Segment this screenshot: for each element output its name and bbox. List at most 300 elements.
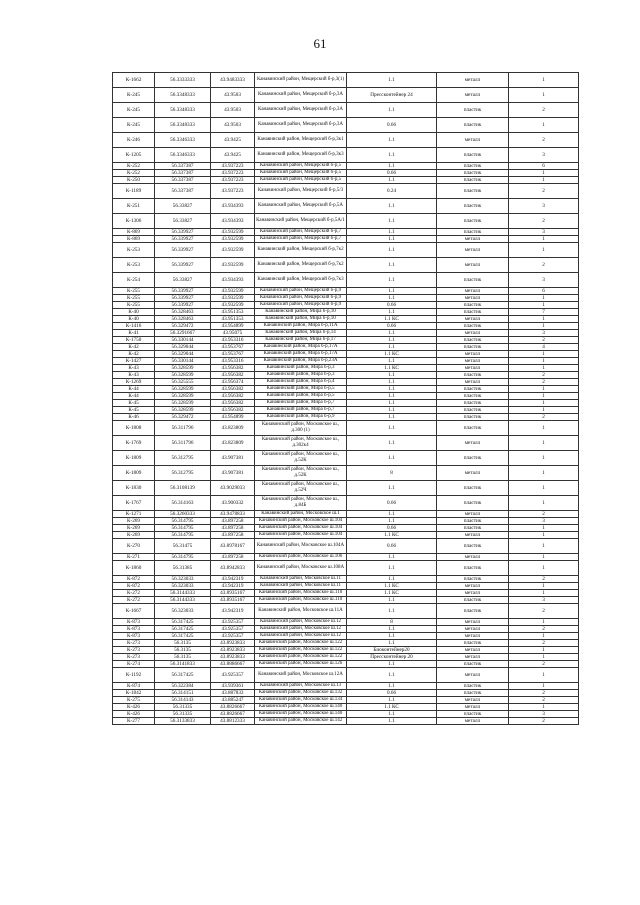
table-row	[113, 170, 579, 177]
quantity-cell: 2	[509, 661, 579, 668]
longitude-cell: 43.8826667	[211, 704, 255, 711]
table-row	[113, 597, 579, 604]
table-row	[113, 561, 579, 576]
address-cell: Канавинский район, Московское ш.108А	[255, 561, 347, 576]
table-row	[113, 583, 579, 590]
quantity-cell: 2	[509, 604, 579, 619]
site-id-cell: К-273	[113, 640, 155, 647]
site-id-cell: К-1808	[113, 421, 155, 436]
longitude-cell: 43.925357	[211, 668, 255, 683]
latitude-cell: 56.312795	[155, 466, 211, 481]
material-cell: металл	[437, 316, 509, 323]
site-id-cell: К-1667	[113, 604, 155, 619]
longitude-cell: 43.956382	[211, 365, 255, 372]
quantity-cell: 2	[509, 626, 579, 633]
volume-cell: 1.1	[347, 414, 437, 421]
table-row	[113, 554, 579, 561]
site-id-cell: К-40	[113, 316, 155, 323]
longitude-cell: 43.954899	[211, 323, 255, 330]
volume-cell: 1.1	[347, 576, 437, 583]
latitude-cell: 56.339927	[155, 295, 211, 302]
quantity-cell: 7	[509, 309, 579, 316]
address-cell: Канавинский район, Мещерский б-р,5А	[255, 199, 347, 214]
volume-cell: 1.1	[347, 199, 437, 214]
quantity-cell: 1	[509, 302, 579, 309]
site-id-cell: К-44	[113, 386, 155, 393]
material-cell: металл	[437, 358, 509, 365]
table-row	[113, 647, 579, 654]
latitude-cell: 56.330144	[155, 337, 211, 344]
volume-cell: 0.66	[347, 323, 437, 330]
site-id-cell: К-250	[113, 177, 155, 184]
site-id-cell: К-873	[113, 626, 155, 633]
volume-cell: 1.1	[347, 258, 437, 273]
material-cell: металл	[437, 258, 509, 273]
quantity-cell: 2	[509, 133, 579, 148]
material-cell: пластик	[437, 118, 509, 133]
table-row	[113, 177, 579, 184]
table-row	[113, 295, 579, 302]
latitude-cell: 56.337387	[155, 170, 211, 177]
longitude-cell: 43.956382	[211, 400, 255, 407]
longitude-cell: 43.932599	[211, 236, 255, 243]
site-id-cell: К-1750	[113, 337, 155, 344]
quantity-cell: 2	[509, 511, 579, 518]
volume-cell: 1.1	[347, 718, 437, 725]
longitude-cell: 43.9503	[211, 118, 255, 133]
latitude-cell: 56.311796	[155, 421, 211, 436]
latitude-cell: 56.328599	[155, 393, 211, 400]
material-cell: металл	[437, 236, 509, 243]
latitude-cell: 56.314795	[155, 532, 211, 539]
volume-cell: 1.1	[347, 295, 437, 302]
volume-cell: 1.1	[347, 148, 437, 163]
quantity-cell: 1	[509, 88, 579, 103]
latitude-cell: 56.312795	[155, 451, 211, 466]
longitude-cell: 43.9503	[211, 88, 255, 103]
quantity-cell: 2	[509, 697, 579, 704]
quantity-cell: 4	[509, 344, 579, 351]
longitude-cell: 43.8826667	[211, 711, 255, 718]
material-cell: пластик	[437, 481, 509, 496]
table-row	[113, 704, 579, 711]
site-id-cell: К-869	[113, 236, 155, 243]
address-cell: Канавинский район, Мещерский б-р,7	[255, 229, 347, 236]
address-cell: Канавинский район, Московское ш.140	[255, 704, 347, 711]
volume-cell: 1.1	[347, 436, 437, 451]
material-cell: металл	[437, 133, 509, 148]
table-row	[113, 365, 579, 372]
site-id-cell: К-277	[113, 718, 155, 725]
volume-cell: Прессконтейнер 24	[347, 88, 437, 103]
longitude-cell: 43.953767	[211, 351, 255, 358]
longitude-cell: 43.8935167	[211, 597, 255, 604]
material-cell: пластик	[437, 661, 509, 668]
volume-cell: Прессконтейнер 20	[347, 654, 437, 661]
table-row	[113, 690, 579, 697]
quantity-cell: 3	[509, 597, 579, 604]
latitude-cell: 56.339927	[155, 288, 211, 295]
latitude-cell: 56.323033	[155, 604, 211, 619]
address-cell: Канавинский район, Московское ш.122	[255, 647, 347, 654]
volume-cell: 1.1	[347, 229, 437, 236]
material-cell: металл	[437, 511, 509, 518]
material-cell: пластик	[437, 103, 509, 118]
volume-cell: 1.1	[347, 372, 437, 379]
material-cell: металл	[437, 436, 509, 451]
volume-cell: 1.1 КС	[347, 351, 437, 358]
address-cell: Канавинский район, Московское ш.126	[255, 661, 347, 668]
table-row	[113, 118, 579, 133]
volume-cell: 1.1	[347, 604, 437, 619]
address-cell: Канавинский район, Московское ш.122	[255, 654, 347, 661]
address-cell: Канавинский район, Московское ш.13	[255, 683, 347, 690]
volume-cell: 1.1	[347, 683, 437, 690]
table-row	[113, 400, 579, 407]
site-id-cell: К-269	[113, 518, 155, 525]
address-cell: Канавинский район, Мещерский б-р,7к2	[255, 258, 347, 273]
site-id-cell: К-45	[113, 407, 155, 414]
latitude-cell: 56.329472	[155, 414, 211, 421]
quantity-cell: 1	[509, 554, 579, 561]
site-id-cell: К-246	[113, 133, 155, 148]
longitude-cell: 43.897258	[211, 554, 255, 561]
site-id-cell: К-43	[113, 372, 155, 379]
table-row	[113, 243, 579, 258]
site-id-cell: К-245	[113, 118, 155, 133]
latitude-cell: 56.314795	[155, 518, 211, 525]
volume-cell: 0.66	[347, 525, 437, 532]
volume-cell: 1.1	[347, 451, 437, 466]
material-cell: пластик	[437, 372, 509, 379]
address-cell: Канавинский район, Московское ш.140	[255, 711, 347, 718]
material-cell: пластик	[437, 690, 509, 697]
volume-cell: 0.66	[347, 118, 437, 133]
volume-cell: 1.1	[347, 177, 437, 184]
table-row	[113, 683, 579, 690]
longitude-cell: 43.932599	[211, 288, 255, 295]
volume-cell: 1.1 КС	[347, 590, 437, 597]
address-cell: Канавинский район, Московское ш.12А	[255, 668, 347, 683]
site-id-cell: К-874	[113, 683, 155, 690]
latitude-cell: 56.329044	[155, 351, 211, 358]
table-row	[113, 711, 579, 718]
latitude-cell: 56.3291667	[155, 330, 211, 337]
site-id-cell: К-1427	[113, 358, 155, 365]
material-cell: пластик	[437, 214, 509, 229]
quantity-cell: 1	[509, 358, 579, 365]
material-cell: пластик	[437, 163, 509, 170]
volume-cell: 1.1 КС	[347, 583, 437, 590]
volume-cell: 1.1	[347, 103, 437, 118]
quantity-cell: 1	[509, 436, 579, 451]
table-row	[113, 654, 579, 661]
material-cell: металл	[437, 330, 509, 337]
quantity-cell: 2	[509, 184, 579, 199]
quantity-cell: 2	[509, 640, 579, 647]
quantity-cell: 1	[509, 295, 579, 302]
latitude-cell: 56.339927	[155, 229, 211, 236]
volume-cell: 1.1	[347, 640, 437, 647]
material-cell: металл	[437, 647, 509, 654]
site-id-cell: К-426	[113, 704, 155, 711]
site-id-cell: К-1205	[113, 148, 155, 163]
quantity-cell: 1	[509, 466, 579, 481]
address-cell: Канавинский район, Московское ш.1	[255, 511, 347, 518]
longitude-cell: 43.932599	[211, 295, 255, 302]
site-id-cell: К-1860	[113, 561, 155, 576]
quantity-cell: 1	[509, 351, 579, 358]
table-row	[113, 199, 579, 214]
longitude-cell: 43.953316	[211, 358, 255, 365]
table-row	[113, 539, 579, 554]
quantity-cell: 2	[509, 103, 579, 118]
volume-cell: 1.1	[347, 393, 437, 400]
table-row	[113, 481, 579, 496]
latitude-cell: 56.31335	[155, 704, 211, 711]
latitude-cell: 56.328463	[155, 316, 211, 323]
address-cell: Канавинский район, Мещерский б-р,9	[255, 302, 347, 309]
volume-cell: 1.1	[347, 511, 437, 518]
latitude-cell: 56.314795	[155, 525, 211, 532]
latitude-cell: 56.314163	[155, 496, 211, 511]
address-cell: Канавинский район, Мира б-р,23А	[255, 358, 347, 365]
site-id-cell: К-46	[113, 414, 155, 421]
quantity-cell: 3	[509, 229, 579, 236]
table-row	[113, 496, 579, 511]
material-cell: пластик	[437, 421, 509, 436]
table-row	[113, 421, 579, 436]
address-cell: Канавинский район, Мещерский б-р,3А	[255, 118, 347, 133]
volume-cell: 8	[347, 619, 437, 626]
table-row	[113, 258, 579, 273]
latitude-cell: 56.3348333	[155, 118, 211, 133]
address-cell: Канавинский район, Московское ш.110	[255, 590, 347, 597]
address-cell: Канавинский район, Мира б-р,3	[255, 365, 347, 372]
address-cell: Канавинский район, Мещерский б-р,3А	[255, 88, 347, 103]
longitude-cell: 43.956382	[211, 407, 255, 414]
table-row	[113, 330, 579, 337]
table-row	[113, 393, 579, 400]
site-id-cell: К-1269	[113, 379, 155, 386]
latitude-cell: 56.3260333	[155, 511, 211, 518]
site-id-cell: К-274	[113, 661, 155, 668]
volume-cell: 1.1	[347, 214, 437, 229]
table-row	[113, 386, 579, 393]
quantity-cell: 3	[509, 518, 579, 525]
site-id-cell: К-873	[113, 619, 155, 626]
address-cell: Канавинский район, Московское ш., д.302к4	[255, 436, 347, 451]
quantity-cell: 2	[509, 214, 579, 229]
material-cell: металл	[437, 590, 509, 597]
volume-cell: 1.1	[347, 518, 437, 525]
address-cell: Канавинский район, Московское ш.11А	[255, 604, 347, 619]
site-id-cell: К-253	[113, 258, 155, 273]
quantity-cell: 2	[509, 690, 579, 697]
address-cell: Канавинский район, Московское ш.104А	[255, 539, 347, 554]
quantity-cell: 3	[509, 199, 579, 214]
table-row	[113, 148, 579, 163]
latitude-cell: 56.31385	[155, 561, 211, 576]
site-id-cell: К-44	[113, 393, 155, 400]
material-cell: металл	[437, 668, 509, 683]
latitude-cell: 56.3346333	[155, 133, 211, 148]
quantity-cell: 1	[509, 683, 579, 690]
volume-cell: 1.1	[347, 661, 437, 668]
quantity-cell: 2	[509, 372, 579, 379]
quantity-cell: 1	[509, 323, 579, 330]
material-cell: металл	[437, 288, 509, 295]
longitude-cell: 43.937223	[211, 184, 255, 199]
longitude-cell: 43.942319	[211, 604, 255, 619]
quantity-cell: 1	[509, 654, 579, 661]
address-cell: Канавинский район, Московское ш.106	[255, 554, 347, 561]
volume-cell: 0.66	[347, 690, 437, 697]
quantity-cell: 1	[509, 73, 579, 88]
latitude-cell: 56.317425	[155, 633, 211, 640]
table-row	[113, 351, 579, 358]
material-cell: пластик	[437, 711, 509, 718]
material-cell: металл	[437, 619, 509, 626]
table-row	[113, 214, 579, 229]
site-id-cell: К-245	[113, 88, 155, 103]
table-row	[113, 407, 579, 414]
longitude-cell: 43.887833	[211, 690, 255, 697]
page-number: 61	[313, 36, 327, 51]
longitude-cell: 43.8923833	[211, 647, 255, 654]
material-cell: металл	[437, 583, 509, 590]
volume-cell: 1.1	[347, 561, 437, 576]
material-cell: пластик	[437, 302, 509, 309]
site-id-cell: К-40	[113, 309, 155, 316]
volume-cell: 0.66	[347, 496, 437, 511]
latitude-cell: 56.314151	[155, 690, 211, 697]
longitude-cell: 43.937223	[211, 170, 255, 177]
quantity-cell: 1	[509, 451, 579, 466]
volume-cell: Биоконтейнер20	[347, 647, 437, 654]
volume-cell: 1.1	[347, 554, 437, 561]
material-cell: пластик	[437, 386, 509, 393]
table-row	[113, 337, 579, 344]
volume-cell: 1.1	[347, 668, 437, 683]
site-id-cell: К-275	[113, 697, 155, 704]
address-cell: Канавинский район, Мира б-р,10	[255, 309, 347, 316]
address-cell: Канавинский район, Московское ш., д.52Ч	[255, 481, 347, 496]
latitude-cell: 56.314795	[155, 554, 211, 561]
address-cell: Канавинский район, Мещерский б-р,7к2	[255, 243, 347, 258]
table-row	[113, 436, 579, 451]
latitude-cell: 56.33827	[155, 214, 211, 229]
longitude-cell: 43.907381	[211, 466, 255, 481]
table-row	[113, 358, 579, 365]
quantity-cell: 2	[509, 576, 579, 583]
site-id-cell: К-872	[113, 583, 155, 590]
table-row	[113, 184, 579, 199]
volume-cell: 1.1	[347, 243, 437, 258]
table-row	[113, 344, 579, 351]
address-cell: Канавинский район, Мира б-р,11А	[255, 323, 347, 330]
volume-cell: 1.1	[347, 407, 437, 414]
site-id-cell: К-1271	[113, 511, 155, 518]
volume-cell: 0.66	[347, 539, 437, 554]
address-cell: Канавинский район, Мещерский б-р,5/3	[255, 184, 347, 199]
table-row	[113, 451, 579, 466]
address-cell: Канавинский район, Мещерский б-р,5	[255, 177, 347, 184]
material-cell: пластик	[437, 199, 509, 214]
volume-cell: 1.1	[347, 711, 437, 718]
site-id-cell: К-273	[113, 647, 155, 654]
table-row	[113, 697, 579, 704]
address-cell: Канавинский район, Мира б-р,17А	[255, 344, 347, 351]
quantity-cell: 1	[509, 393, 579, 400]
longitude-cell: 43.8886667	[211, 661, 255, 668]
site-id-cell: К-1416	[113, 323, 155, 330]
site-id-cell: К-1809	[113, 451, 155, 466]
latitude-cell: 56.3108139	[155, 481, 211, 496]
address-cell: Канавинский район, Мира б-р,14	[255, 330, 347, 337]
quantity-cell: 3	[509, 711, 579, 718]
material-cell: пластик	[437, 148, 509, 163]
address-cell: Канавинский район, Мещерский б-р,7	[255, 236, 347, 243]
material-cell: металл	[437, 718, 509, 725]
address-cell: Канавинский район, Московское ш.132	[255, 690, 347, 697]
site-id-cell: К-269	[113, 525, 155, 532]
latitude-cell: 56.3135	[155, 640, 211, 647]
material-cell: пластик	[437, 337, 509, 344]
site-id-cell: К-254	[113, 273, 155, 288]
address-cell: Канавинский район, Московское ш., д.84Б	[255, 496, 347, 511]
longitude-cell: 43.9029033	[211, 481, 255, 496]
address-cell: Канавинский район, Мещерский б-р,5	[255, 170, 347, 177]
quantity-cell: 1	[509, 243, 579, 258]
volume-cell: 1.1	[347, 337, 437, 344]
longitude-cell: 43.925357	[211, 633, 255, 640]
quantity-cell: 2	[509, 414, 579, 421]
volume-cell: 1.1 КС	[347, 316, 437, 323]
longitude-cell: 43.939361	[211, 683, 255, 690]
quantity-cell: 1	[509, 496, 579, 511]
address-cell: Канавинский район, Московское ш.11	[255, 583, 347, 590]
quantity-cell: 1	[509, 590, 579, 597]
material-cell: пластик	[437, 344, 509, 351]
material-cell: пластик	[437, 170, 509, 177]
latitude-cell: 56.337387	[155, 163, 211, 170]
site-id-cell: К-1662	[113, 73, 155, 88]
volume-cell: 1.1	[347, 344, 437, 351]
site-id-cell: К-270	[113, 539, 155, 554]
latitude-cell: 56.3348333	[155, 88, 211, 103]
volume-cell: 1.1	[347, 358, 437, 365]
material-cell: пластик	[437, 323, 509, 330]
longitude-cell: 43.925357	[211, 619, 255, 626]
latitude-cell: 56.337387	[155, 184, 211, 199]
address-cell: Канавинский район, Московское ш.134	[255, 697, 347, 704]
latitude-cell: 56.3348333	[155, 103, 211, 118]
table-row	[113, 73, 579, 88]
latitude-cell: 56.329472	[155, 323, 211, 330]
quantity-cell: 1	[509, 668, 579, 683]
latitude-cell: 56.3133833	[155, 718, 211, 725]
longitude-cell: 43.932599	[211, 302, 255, 309]
table-row	[113, 273, 579, 288]
latitude-cell: 56.339927	[155, 258, 211, 273]
quantity-cell: 1	[509, 619, 579, 626]
material-cell: пластик	[437, 539, 509, 554]
longitude-cell: 43.9503	[211, 103, 255, 118]
volume-cell: 1.1	[347, 697, 437, 704]
quantity-cell: 1	[509, 170, 579, 177]
site-id-cell: К-45	[113, 400, 155, 407]
